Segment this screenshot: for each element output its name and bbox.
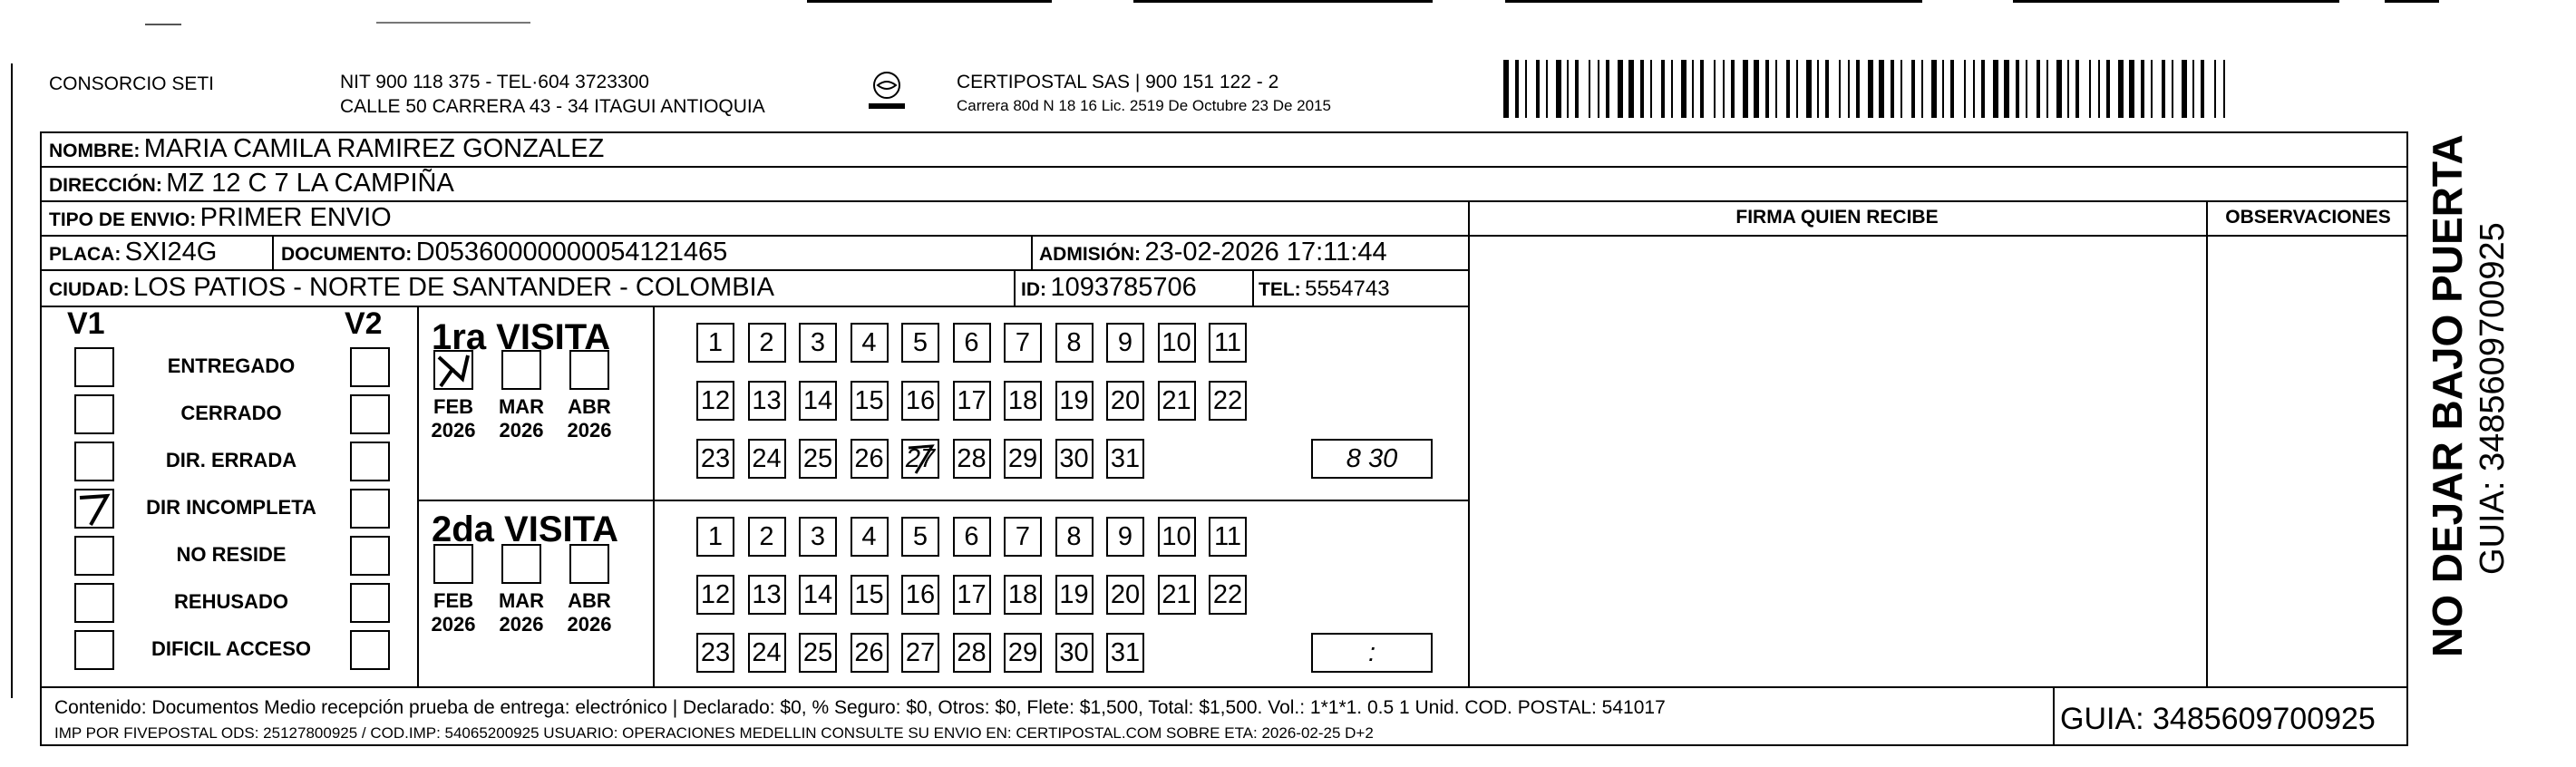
barcode-bar bbox=[2182, 60, 2187, 118]
v2-checkbox[interactable] bbox=[350, 489, 390, 529]
barcode-bar bbox=[1911, 60, 1915, 118]
v1-checkbox[interactable] bbox=[74, 442, 114, 481]
barcode-bar bbox=[1743, 60, 1748, 118]
day-box-12[interactable]: 12 bbox=[696, 381, 734, 421]
barcode-bar bbox=[2026, 60, 2027, 118]
barcode-bar bbox=[1754, 60, 1759, 118]
barcode-bar bbox=[1900, 60, 1902, 118]
handwritten-check-icon bbox=[76, 490, 112, 527]
month-name: ABR bbox=[568, 395, 611, 418]
barcode-bar bbox=[2223, 60, 2225, 118]
day-box-1[interactable]: 1 bbox=[696, 323, 734, 363]
day-box-26[interactable]: 26 bbox=[851, 439, 889, 479]
barcode-bar bbox=[2089, 60, 2091, 118]
tel-value: 5554743 bbox=[1305, 277, 1390, 301]
barcode-bar bbox=[1536, 60, 1540, 118]
day-box-2[interactable]: 2 bbox=[748, 517, 786, 557]
day-box-23[interactable]: 23 bbox=[696, 439, 734, 479]
observaciones-header: OBSERVACIONES bbox=[2225, 207, 2391, 228]
documento-label: DOCUMENTO: bbox=[281, 244, 413, 265]
barcode-bar bbox=[1825, 60, 1829, 118]
barcode-bar bbox=[1839, 60, 1841, 118]
day-box-9[interactable]: 9 bbox=[1106, 323, 1144, 363]
direccion-label: DIRECCIÓN: bbox=[49, 175, 162, 196]
month-checkbox[interactable] bbox=[501, 544, 541, 584]
barcode-bar bbox=[2046, 60, 2048, 118]
month-name: ABR bbox=[568, 589, 611, 612]
barcode-bar bbox=[1575, 60, 1579, 118]
carrier-line: CERTIPOSTAL SAS | 900 151 122 - 2 bbox=[957, 72, 1279, 92]
barcode-bar bbox=[1671, 60, 1673, 118]
month-year: 2026 bbox=[499, 613, 544, 636]
barcode-bar bbox=[1964, 60, 1966, 118]
v2-checkbox[interactable] bbox=[350, 583, 390, 623]
address-line: CALLE 50 CARRERA 43 - 34 ITAGUI ANTIOQUIA bbox=[340, 96, 765, 117]
barcode-bar bbox=[1589, 60, 1590, 118]
barcode-bar bbox=[1598, 60, 1599, 118]
barcode-bar bbox=[1868, 60, 1873, 118]
day-box-2[interactable]: 2 bbox=[748, 323, 786, 363]
v2-checkbox[interactable] bbox=[350, 347, 390, 387]
day-box-28[interactable]: 28 bbox=[953, 439, 991, 479]
day-box-27[interactable]: 27 bbox=[901, 633, 939, 673]
day-box-15[interactable]: 15 bbox=[851, 381, 889, 421]
id-label: ID: bbox=[1021, 279, 1046, 300]
barcode-bar bbox=[2118, 60, 2124, 118]
day-box-29[interactable]: 29 bbox=[1004, 633, 1042, 673]
barcode-bar bbox=[1765, 60, 1769, 118]
v2-checkbox[interactable] bbox=[350, 394, 390, 434]
day-box-25[interactable]: 25 bbox=[799, 633, 837, 673]
ciudad-label: CIUDAD: bbox=[49, 279, 130, 300]
day-box-14[interactable]: 14 bbox=[799, 575, 837, 615]
company-name: CONSORCIO SETI bbox=[49, 73, 215, 94]
barcode-bar bbox=[1806, 60, 1812, 118]
day-box-21[interactable]: 21 bbox=[1158, 381, 1196, 421]
day-box-3[interactable]: 3 bbox=[799, 517, 837, 557]
day-box-4[interactable]: 4 bbox=[851, 323, 889, 363]
barcode-bar bbox=[2172, 60, 2173, 118]
reason-label: DIR. ERRADA bbox=[165, 449, 297, 471]
day-box-20[interactable]: 20 bbox=[1106, 575, 1144, 615]
barcode-bar bbox=[2141, 60, 2144, 118]
barcode-bar bbox=[1942, 60, 1944, 118]
barcode-bar bbox=[2067, 60, 2069, 118]
barcode-bar bbox=[1731, 60, 1735, 118]
barcode-bar bbox=[1973, 60, 1975, 118]
barcode-bar bbox=[1775, 60, 1777, 118]
barcode-bar bbox=[2129, 60, 2134, 118]
day-box-12[interactable]: 12 bbox=[696, 575, 734, 615]
barcode-bar bbox=[1950, 60, 1954, 118]
left-edge-mark bbox=[11, 63, 13, 698]
handwritten-check-icon bbox=[435, 352, 471, 388]
barcode-bar bbox=[2004, 60, 2009, 118]
month-checkbox[interactable] bbox=[433, 350, 473, 390]
day-box-13[interactable]: 13 bbox=[748, 575, 786, 615]
day-box-17[interactable]: 17 bbox=[953, 381, 991, 421]
barcode-bar bbox=[1981, 60, 1985, 118]
certipostal-logo-icon bbox=[861, 67, 912, 118]
day-box-26[interactable]: 26 bbox=[851, 633, 889, 673]
month-label bbox=[426, 395, 481, 442]
day-box-4[interactable]: 4 bbox=[851, 517, 889, 557]
day-box-22[interactable]: 22 bbox=[1209, 575, 1247, 615]
day-box-20[interactable]: 20 bbox=[1106, 381, 1144, 421]
day-box-30[interactable]: 30 bbox=[1055, 439, 1094, 479]
month-label bbox=[426, 589, 481, 636]
day-box-6[interactable]: 6 bbox=[953, 323, 991, 363]
nombre-value: MARIA CAMILA RAMIREZ GONZALEZ bbox=[143, 134, 605, 163]
v1-checkbox[interactable] bbox=[74, 536, 114, 576]
nit-line: NIT 900 118 375 - TEL·604 3723300 bbox=[340, 72, 649, 92]
day-box-3[interactable]: 3 bbox=[799, 323, 837, 363]
month-name: MAR bbox=[498, 589, 545, 612]
day-box-14[interactable]: 14 bbox=[799, 381, 837, 421]
month-label bbox=[494, 395, 549, 442]
barcode-bar bbox=[1515, 60, 1519, 118]
reason-label: REHUSADO bbox=[174, 590, 288, 613]
second-visit-title: 2da VISITA bbox=[432, 510, 618, 549]
barcode-bar bbox=[1681, 60, 1687, 118]
handwritten-mark-icon bbox=[903, 441, 939, 477]
footer-contenido: Contenido: Documentos Medio recepción prueba de entrega: electrónico | Declarado: $0, % Seguro: $0, Otros: $0, Flete: $1,500, Total: $1,500. Vol.: 1*1*1. 0.5 1 Unid. COD. POSTAL: 541017 bbox=[54, 697, 1666, 718]
day-box-13[interactable]: 13 bbox=[748, 381, 786, 421]
month-checkbox[interactable] bbox=[569, 350, 609, 390]
reason-label: CERRADO bbox=[180, 402, 282, 424]
barcode-bar bbox=[1856, 60, 1860, 118]
day-box-8[interactable]: 8 bbox=[1055, 517, 1094, 557]
month-name: FEB bbox=[433, 589, 473, 612]
day-box-30[interactable]: 30 bbox=[1055, 633, 1094, 673]
license-line: Carrera 80d N 18 16 Lic. 2519 De Octubre 23 De 2015 bbox=[957, 97, 1331, 114]
barcode-bar bbox=[2201, 60, 2204, 118]
month-year: 2026 bbox=[499, 419, 544, 442]
barcode-bar bbox=[1606, 60, 1609, 118]
v2-checkbox[interactable] bbox=[350, 630, 390, 670]
v2-checkbox[interactable] bbox=[350, 442, 390, 481]
day-box-27[interactable]: 27 bbox=[901, 439, 939, 479]
tipo-envio-label: TIPO DE ENVIO: bbox=[49, 209, 197, 230]
day-box-11[interactable]: 11 bbox=[1209, 517, 1247, 557]
day-box-15[interactable]: 15 bbox=[851, 575, 889, 615]
nombre-label: NOMBRE: bbox=[49, 141, 141, 161]
v1-label: V1 bbox=[67, 306, 105, 341]
placa-label: PLACA: bbox=[49, 244, 122, 265]
barcode bbox=[1502, 60, 2232, 118]
barcode-bar bbox=[1848, 60, 1850, 118]
month-year: 2026 bbox=[567, 613, 612, 636]
barcode-bar bbox=[1618, 60, 1623, 118]
day-box-10[interactable]: 10 bbox=[1158, 323, 1196, 363]
day-box-10[interactable]: 10 bbox=[1158, 517, 1196, 557]
reason-label: NO RESIDE bbox=[176, 543, 287, 566]
barcode-bar bbox=[1786, 60, 1790, 118]
side-guia: GUIA: 3485609700925 bbox=[2474, 222, 2512, 575]
admision-value: 23-02-2026 17:11:44 bbox=[1144, 238, 1387, 267]
day-box-22[interactable]: 22 bbox=[1209, 381, 1247, 421]
barcode-bar bbox=[2106, 60, 2110, 118]
v1-checkbox[interactable] bbox=[74, 630, 114, 670]
day-box-19[interactable]: 19 bbox=[1055, 575, 1094, 615]
v1-checkbox[interactable] bbox=[74, 394, 114, 434]
top-scan-remnants bbox=[145, 0, 2412, 27]
reason-label: DIR INCOMPLETA bbox=[146, 496, 316, 519]
day-box-31[interactable]: 31 bbox=[1106, 439, 1144, 479]
reason-label: ENTREGADO bbox=[167, 354, 296, 377]
month-year: 2026 bbox=[431, 613, 476, 636]
month-year: 2026 bbox=[431, 419, 476, 442]
time-box[interactable]: 8 30 bbox=[1311, 439, 1433, 479]
day-box-17[interactable]: 17 bbox=[953, 575, 991, 615]
month-name: FEB bbox=[433, 395, 473, 418]
day-box-18[interactable]: 18 bbox=[1004, 575, 1042, 615]
v1-checkbox[interactable] bbox=[74, 489, 114, 529]
day-box-7[interactable]: 7 bbox=[1004, 323, 1042, 363]
reason-label: DIFICIL ACCESO bbox=[151, 637, 311, 660]
day-box-24[interactable]: 24 bbox=[748, 633, 786, 673]
barcode-bar bbox=[1503, 60, 1509, 118]
documento-value: D05360000000054121465 bbox=[415, 238, 728, 267]
day-box-31[interactable]: 31 bbox=[1106, 633, 1144, 673]
month-label bbox=[562, 589, 617, 636]
barcode-bar bbox=[2075, 60, 2079, 118]
day-box-16[interactable]: 16 bbox=[901, 381, 939, 421]
day-box-24[interactable]: 24 bbox=[748, 439, 786, 479]
day-box-6[interactable]: 6 bbox=[953, 517, 991, 557]
barcode-bar bbox=[1661, 60, 1665, 118]
day-box-23[interactable]: 23 bbox=[696, 633, 734, 673]
barcode-bar bbox=[1879, 60, 1884, 118]
day-box-5[interactable]: 5 bbox=[901, 323, 939, 363]
day-box-21[interactable]: 21 bbox=[1158, 575, 1196, 615]
month-checkbox[interactable] bbox=[501, 350, 541, 390]
direccion-value: MZ 12 C 7 LA CAMPIÑA bbox=[166, 169, 454, 198]
month-checkbox[interactable] bbox=[569, 544, 609, 584]
month-label bbox=[494, 589, 549, 636]
day-box-7[interactable]: 7 bbox=[1004, 517, 1042, 557]
barcode-bar bbox=[1931, 60, 1937, 118]
barcode-bar bbox=[2016, 60, 2019, 118]
ciudad-value: LOS PATIOS - NORTE DE SANTANDER - COLOMBIA bbox=[133, 273, 774, 302]
barcode-bar bbox=[1891, 60, 1894, 118]
barcode-bar bbox=[1921, 60, 1923, 118]
barcode-bar bbox=[2056, 60, 2062, 118]
day-box-16[interactable]: 16 bbox=[901, 575, 939, 615]
barcode-bar bbox=[1556, 60, 1561, 118]
month-year: 2026 bbox=[567, 419, 612, 442]
footer-imp: IMP POR FIVEPOSTAL ODS: 25127800925 / COD.IMP: 54065200925 USUARIO: OPERACIONES MEDELLIN CONSULTE SU ENVIO EN: CERTIPOSTAL.COM SOBRE ETA: 2026-02-25 D+2 bbox=[54, 724, 1374, 742]
v1-checkbox[interactable] bbox=[74, 583, 114, 623]
barcode-bar bbox=[2151, 60, 2153, 118]
tel-label: TEL: bbox=[1259, 279, 1301, 300]
month-checkbox[interactable] bbox=[433, 544, 473, 584]
barcode-bar bbox=[1700, 60, 1704, 118]
tipo-envio-value: PRIMER ENVIO bbox=[199, 203, 392, 232]
barcode-bar bbox=[2192, 60, 2194, 118]
day-box-19[interactable]: 19 bbox=[1055, 381, 1094, 421]
admision-label: ADMISIÓN: bbox=[1039, 244, 1141, 265]
v1-checkbox[interactable] bbox=[74, 347, 114, 387]
month-name: MAR bbox=[498, 395, 545, 418]
barcode-bar bbox=[1796, 60, 1798, 118]
day-box-1[interactable]: 1 bbox=[696, 517, 734, 557]
day-box-9[interactable]: 9 bbox=[1106, 517, 1144, 557]
barcode-bar bbox=[1628, 60, 1634, 118]
placa-value: SXI24G bbox=[124, 238, 218, 267]
v2-label: V2 bbox=[345, 306, 383, 341]
day-box-25[interactable]: 25 bbox=[799, 439, 837, 479]
time-box[interactable]: : bbox=[1311, 633, 1433, 673]
no-dejar-warning: NO DEJAR BAJO PUERTA bbox=[2424, 134, 2471, 657]
barcode-bar bbox=[1650, 60, 1652, 118]
barcode-bar bbox=[2098, 60, 2100, 118]
first-visit-title: 1ra VISITA bbox=[432, 317, 611, 357]
footer-guia: GUIA: 3485609700925 bbox=[2060, 702, 2376, 736]
barcode-bar bbox=[2162, 60, 2165, 118]
firma-header: FIRMA QUIEN RECIBE bbox=[1735, 207, 1939, 228]
barcode-bar bbox=[1993, 60, 1998, 118]
barcode-bar bbox=[2036, 60, 2040, 118]
day-box-8[interactable]: 8 bbox=[1055, 323, 1094, 363]
barcode-bar bbox=[1723, 60, 1725, 118]
day-box-18[interactable]: 18 bbox=[1004, 381, 1042, 421]
day-box-28[interactable]: 28 bbox=[953, 633, 991, 673]
barcode-bar bbox=[1714, 60, 1716, 118]
barcode-bar bbox=[1692, 60, 1694, 118]
id-value: 1093785706 bbox=[1050, 273, 1197, 302]
barcode-bar bbox=[1525, 60, 1527, 118]
barcode-bar bbox=[2214, 60, 2216, 118]
day-box-5[interactable]: 5 bbox=[901, 517, 939, 557]
barcode-bar bbox=[1640, 60, 1644, 118]
barcode-bar bbox=[1546, 60, 1548, 118]
barcode-bar bbox=[1817, 60, 1819, 118]
day-box-11[interactable]: 11 bbox=[1209, 323, 1247, 363]
v2-checkbox[interactable] bbox=[350, 536, 390, 576]
barcode-bar bbox=[1567, 60, 1569, 118]
day-box-29[interactable]: 29 bbox=[1004, 439, 1042, 479]
month-label bbox=[562, 395, 617, 442]
